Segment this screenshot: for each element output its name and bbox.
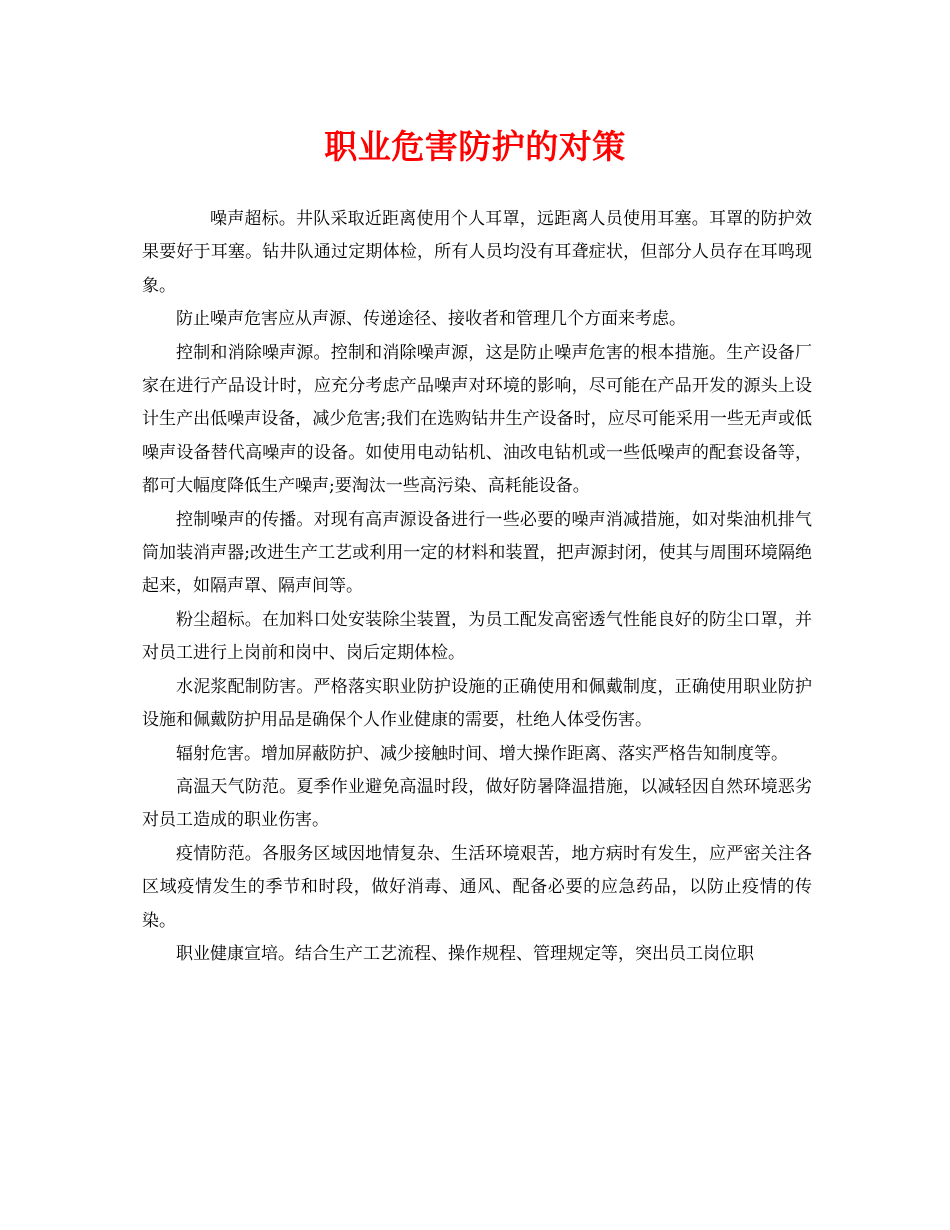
- paragraph-high-temperature: 高温天气防范。夏季作业避免高温时段，做好防暑降温措施，以减轻因自然环境恶劣对员工造成的职业伤害。: [142, 776, 812, 831]
- paragraph-dust-exceed: 粉尘超标。在加料口处安装除尘装置，为员工配发高密透气性能良好的防尘口罩，并对员工进行上岗前和岗中、岗后定期体检。: [142, 609, 812, 664]
- paragraph-radiation: 辐射危害。增加屏蔽防护、减少接触时间、增大操作距离、落实严格告知制度等。: [176, 743, 788, 764]
- document-title: 职业危害防护的对策: [324, 127, 626, 166]
- document-body: [142, 203, 812, 971]
- paragraph-epidemic: 疫情防范。各服务区域因地情复杂、生活环境艰苦，地方病时有发生，应严密关注各区域疫情发生的季节和时段，做好消毒、通风、配备必要的应急药品，以防止疫情的传染。: [142, 843, 812, 931]
- paragraph-health-training: 职业健康宣培。结合生产工艺流程、操作规程、管理规定等，突出员工岗位职: [176, 943, 754, 964]
- paragraph-noise-source-control: 控制和消除噪声源。控制和消除噪声源，这是防止噪声危害的根本措施。生产设备厂家在进行产品设计时，应充分考虑产品噪声对环境的影响，尽可能在产品开发的源头上设计生产出低噪声设备，减少危害;我们在选购钻井生产设备时，应尽可能采用一些无声或低噪声设备替代高噪声的设备。如使用电动钻机、油改电钻机或一些低噪声的配套设备等，都可大幅度降低生产噪声;要淘汰一些高污染、高耗能设备。: [142, 342, 812, 497]
- paragraph-noise-transmission: 控制噪声的传播。对现有高声源设备进行一些必要的噪声消减措施，如对柴油机排气筒加装消声器;改进生产工艺或利用一定的材料和装置，把声源封闭，使其与周围环境隔绝起来，如隔声罩、隔声间等。: [142, 509, 812, 597]
- paragraph-cement-slurry: 水泥浆配制防害。严格落实职业防护设施的正确使用和佩戴制度，正确使用职业防护设施和佩戴防护用品是确保个人作业健康的需要，杜绝人体受伤害。: [142, 676, 812, 731]
- paragraph-noise-exceed: 噪声超标。井队采取近距离使用个人耳罩，远距离人员使用耳塞。耳罩的防护效果要好于耳塞。钻井队通过定期体检，所有人员均没有耳聋症状，但部分人员存在耳鸣现象。: [142, 209, 812, 296]
- paragraph-noise-prevention: 防止噪声危害应从声源、传递途径、接收者和管理几个方面来考虑。: [176, 309, 686, 330]
